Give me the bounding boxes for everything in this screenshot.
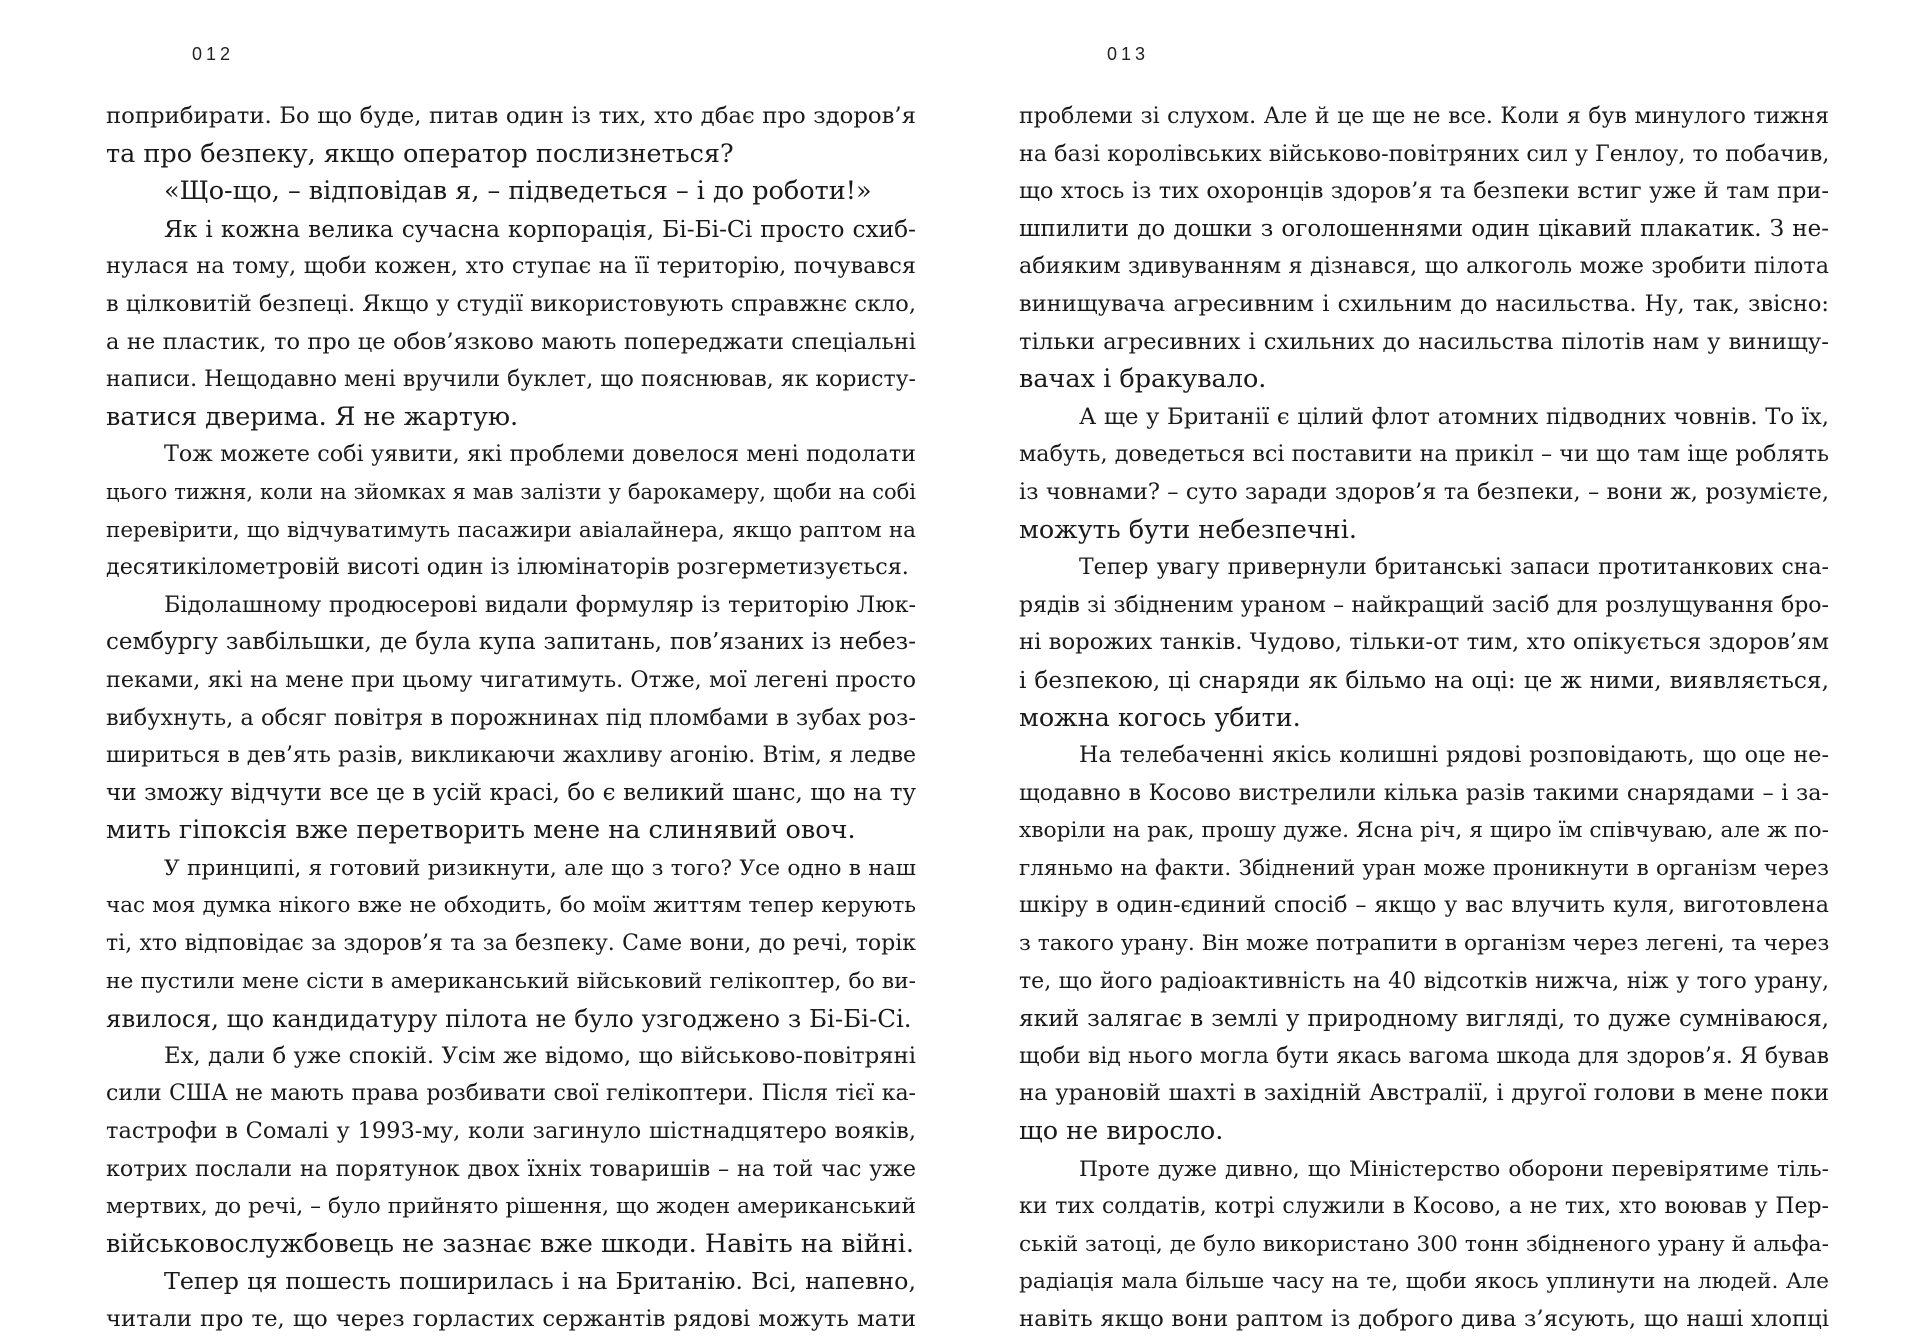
text-line: пеками, які на мене при цьому чигатимуть. Отже, мої легені просто [106, 666, 916, 693]
text-line: тастрофи в Сомалі у 1993-му, коли загинуло шістнадцятеро вояків, [106, 1118, 916, 1145]
text-line: ській затоці, де було використано 300 тонн збідненого урану й альфа- [1019, 1231, 1829, 1257]
page-number: 013 [1107, 44, 1150, 64]
text-line: Бідолашному продюсерові видали формуляр із територію Люк- [164, 591, 916, 618]
text-line: рядів зі збідненим ураном – найкращий засіб для розлущування бро- [1019, 592, 1829, 618]
text-line: військовослужбовець не зазнає вже шкоди. Навіть на війні. [106, 1228, 914, 1259]
text-line: поприбирати. Бо що буде, питав один із тих, хто дбає про здоров’я [106, 103, 916, 129]
text-line: чи зможу відчути все це в усій красі, бо є великий шанс, що на ту [106, 779, 916, 806]
text-line: написи. Нещодавно мені вручили буклет, що пояснював, як користу- [106, 367, 916, 393]
text-line: десятикілометровій висоті один із ілюмінаторів розгерметизується. [106, 554, 909, 581]
right-page [1019, 0, 1830, 1332]
text-line: мить гіпоксія вже перетворить мене на слинявий овоч. [106, 815, 856, 846]
text-line: Проте дуже дивно, що Міністерство оборони перевірятиме тіль- [1079, 1156, 1829, 1182]
text-line: тільки агресивних і схильних до насильства пілотів нам у винищу- [1019, 328, 1829, 355]
text-line: Тепер ця пошесть поширилась і на Британію. Всі, напевно, [164, 1267, 916, 1296]
text-line: проблеми зі слухом. Але й це ще не все. Коли я був минулого тижня [1019, 104, 1829, 129]
page-body-text [106, 98, 916, 1339]
text-line: Тепер увагу привернули британські запаси протитанкових сна- [1079, 555, 1829, 581]
text-line: можна когось убити. [1019, 702, 1301, 733]
text-line: шкіру в один-єдиний спосіб – якщо у вас влучить куля, виготовлена [1019, 892, 1829, 919]
text-line: щоби від нього могла бути якась вагома шкода для здоров’я. Я бував [1019, 1043, 1829, 1069]
text-line: час моя думка нікого вже не обходить, бо моїм життям тепер керують [106, 893, 916, 919]
text-line: можуть бути небезпечні. [1019, 514, 1357, 545]
text-line: перевірити, що відчуватимуть пасажири авіалайнера, якщо раптом на [106, 517, 916, 543]
text-line: цього тижня, коли на зйомках я мав залізти у барокамеру, щоби на собі [106, 479, 916, 504]
text-line: радіація мала більше часу на те, щоби якось уплинути на людей. Але [1019, 1269, 1829, 1295]
text-line: мертвих, до речі, – було прийнято рішення, що жоден американський [106, 1194, 916, 1220]
text-line: в цілковитій безпеці. Якщо у студії використовують справжнє скло, [106, 290, 916, 317]
text-line: У принципі, я готовий ризикнути, але що з того? Усе одно в наш [164, 855, 916, 881]
text-line: а не пластик, то про це обов’язково мають попереджати спеціальні [106, 328, 916, 355]
text-line: котрих послали на порятунок двох їхніх товаришів – на той час уже [106, 1155, 916, 1182]
text-line: із човнами? – суто заради здоров’я та безпеки, – вони ж, розумієте, [1019, 478, 1829, 505]
text-line: і безпекою, ці снаряди як більмо на оці: це ж ними, виявляється, [1019, 666, 1829, 694]
text-line: сили США не мають права розбивати свої гелікоптери. Після тієї ка- [106, 1081, 916, 1107]
text-line: Ех, дали б уже спокій. Усім же відомо, що військово-повітряні [164, 1042, 916, 1069]
text-line: шпилити до дошки з оголошеннями один цікавий плакатик. З не- [1019, 215, 1829, 242]
text-line: який залягає в землі у природному вигляді, то дуже сумніваюся, [1019, 1005, 1829, 1033]
page-number: 012 [192, 44, 235, 64]
text-line: хворіли на рак, прошу дуже. Ясна річ, я щиро їм співчуваю, але ж по- [1019, 818, 1829, 844]
text-line: А ще у Британії є цілий флот атомних підводних човнів. То їх, [1079, 403, 1829, 430]
text-line: «Що-що, – відповідав я, – підведеться – і до роботи!» [164, 176, 872, 207]
text-line: що хтось із тих охоронців здоров’я та безпеки встиг уже й там при- [1019, 178, 1829, 205]
text-line: сембургу завбільшки, де була купа запитань, пов’язаних із небез- [106, 629, 916, 656]
text-line: На телебаченні якісь колишні рядові розповідають, що оце не- [1079, 742, 1829, 769]
text-line: гляньмо на факти. Збіднений уран може проникнути в організм через [1019, 855, 1829, 881]
text-line: читали про те, що через горластих сержантів рядові можуть мати [106, 1306, 916, 1332]
text-line: винищувача агресивним і схильним до насильства. Ну, так, звісно: [1019, 290, 1829, 317]
text-line: ні ворожих танків. Чудово, тільки-от тим, хто опікується здоров’ям [1019, 629, 1830, 656]
text-line: вачах і бракувало. [1019, 364, 1267, 395]
text-line: ватися дверима. Я не жартую. [106, 401, 519, 432]
text-line: Як і кожна велика сучасна корпорація, Бі-Бі-Сі просто схиб- [164, 215, 916, 243]
text-line: шириться в дев’ять разів, викликаючи жахливу агонію. Втім, я ледве [106, 743, 916, 769]
left-page [106, 0, 916, 1332]
page-body-text [1019, 98, 1829, 1339]
text-line: навіть якщо вони раптом із доброго дива з’ясують, що наші хлопці [1019, 1306, 1829, 1332]
text-line: нулася на тому, щоби кожен, хто ступає на її територію, почувався [106, 253, 916, 280]
text-line: ки тих солдатів, котрі служили в Косово, а не тих, хто воював у Пер- [1019, 1194, 1829, 1220]
text-line: явилося, що кандидатуру пілота не було узгоджено з Бі-Бі-Сі. [106, 1004, 912, 1034]
text-line: щодавно в Косово вистрелили кілька разів такими снарядами – і за- [1019, 779, 1829, 806]
text-line: те, що його радіоактивність на 40 відсотків нижча, ніж у того урану, [1019, 968, 1829, 994]
text-line: Тож можете собі уявити, які проблеми довелося мені подолати [164, 441, 916, 468]
text-line: мабуть, доведеться всі поставити на прикіл – чи що там іще роблять [1019, 441, 1829, 468]
text-line: ті, хто відповідає за здоров’я та за безпеку. Саме вони, до речі, торік [106, 931, 916, 957]
text-line: на базі королівських військово-повітряних сил у Генлоу, то побачив, [1019, 140, 1830, 167]
text-line: на урановій шахті в західній Австралії, і другої голови в мене поки [1019, 1080, 1829, 1107]
text-line: та про безпеку, якщо оператор послизнеться? [106, 138, 734, 169]
text-line: абияким здивуванням я дізнався, що алкоголь може зробити пілота [1019, 253, 1829, 280]
text-line: не пустили мене сісти в американський військовий гелікоптер, бо ви- [106, 968, 916, 994]
text-line: з такого урану. Він може потрапити в організм через легені, та через [1019, 931, 1830, 957]
text-line: вибухнуть, а обсяг повітря в порожнинах під пломбами в зубах роз- [106, 704, 916, 731]
text-line: що не виросло. [1019, 1116, 1224, 1147]
